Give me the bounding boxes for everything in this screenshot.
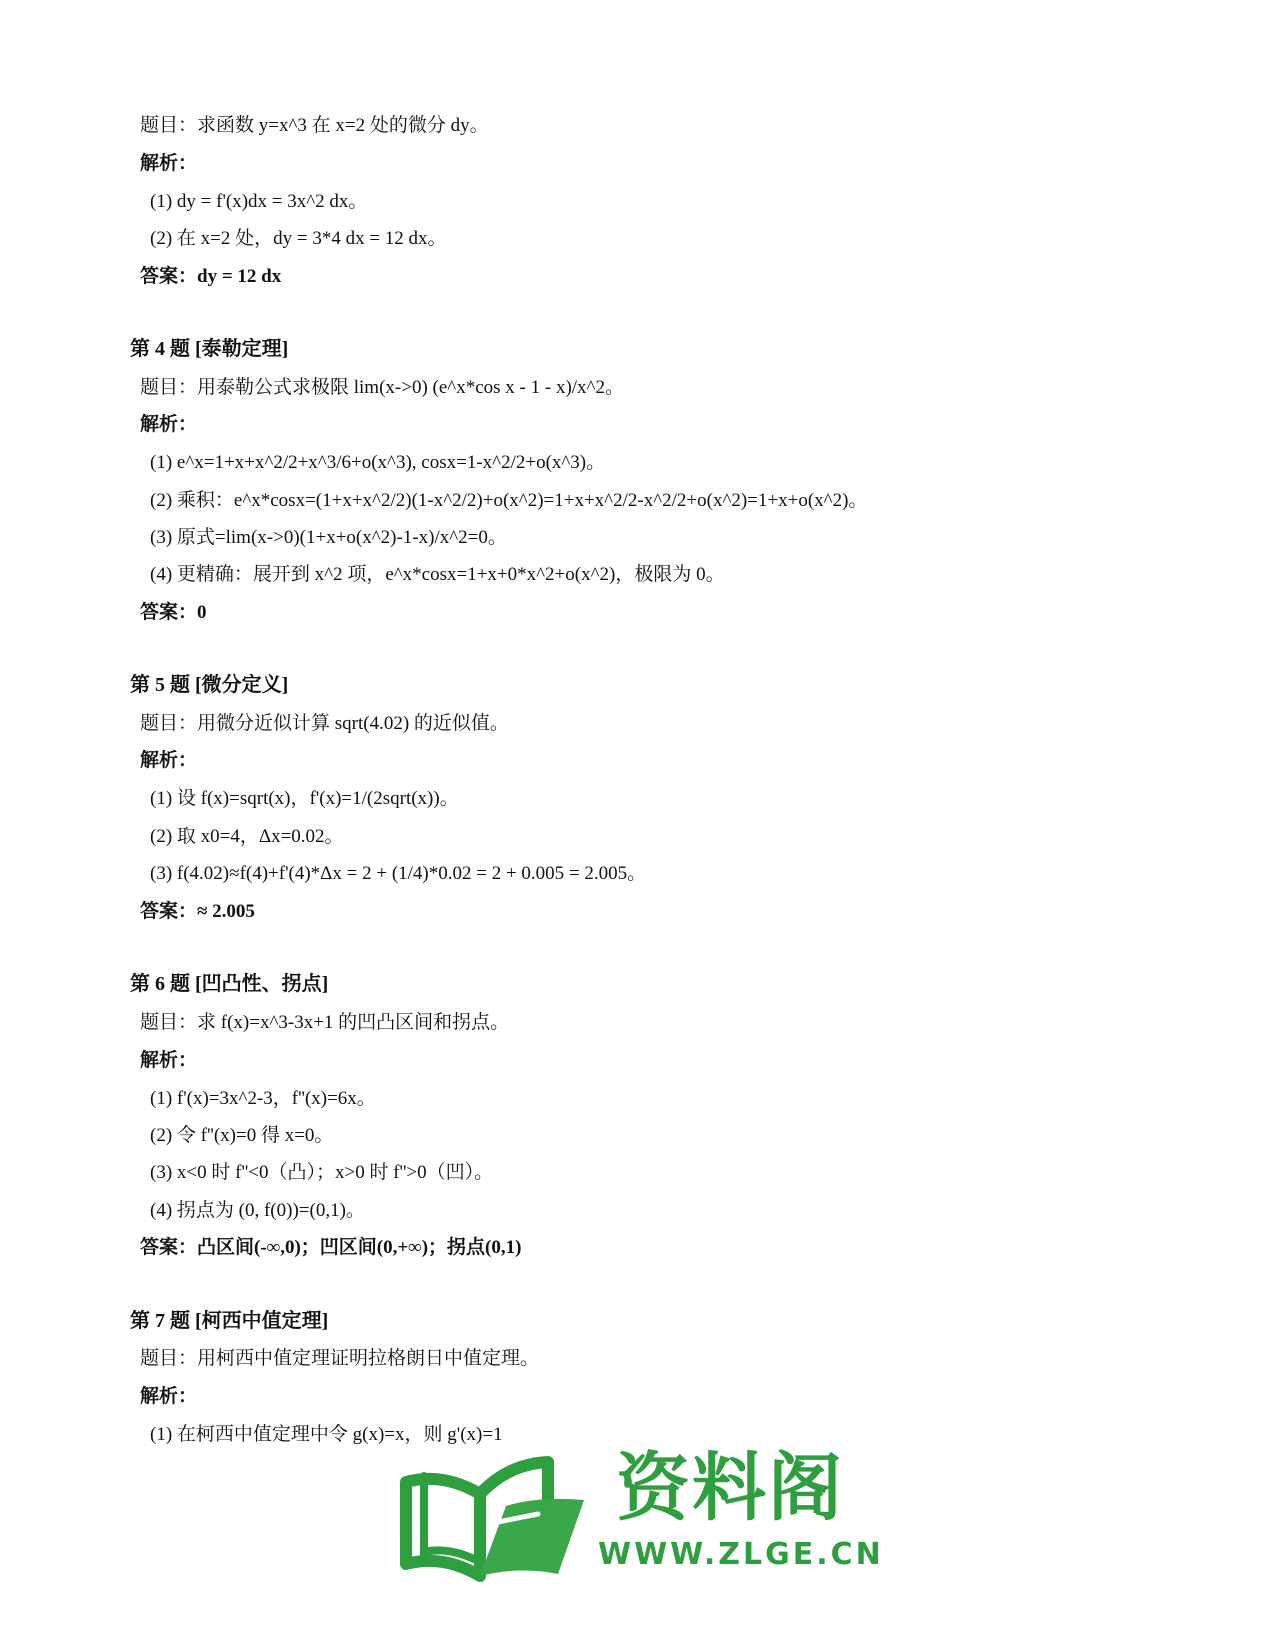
watermark-title: 资料阁 [616,1445,844,1531]
problem6-question: 题目：求 f(x)=x^3-3x+1 的凹凸区间和拐点。 [140,1012,510,1033]
problem7-analysis-label: 解析： [140,1386,198,1407]
problem3-answer: 答案：dy = 12 dx [140,266,282,287]
problem7-heading: 第 7 题 [柯西中值定理] [130,1310,329,1332]
problem4-heading: 第 4 题 [泰勒定理] [130,338,289,360]
problem4-analysis-label: 解析： [140,414,198,435]
problem5-analysis-label: 解析： [140,750,198,771]
problem6-heading: 第 6 题 [凹凸性、拐点] [130,973,329,995]
problem7-step-1: (1) 在柯西中值定理中令 g(x)=x，则 g'(x)=1 [150,1424,503,1445]
open-book-icon [398,1442,598,1582]
problem4-step-1: (1) e^x=1+x+x^2/2+x^3/6+o(x^3), cosx=1-x^2/2+o(x^3)。 [150,452,606,473]
problem4-answer: 答案：0 [140,602,207,623]
problem3-step-1: (1) dy = f'(x)dx = 3x^2 dx。 [150,191,368,212]
problem6-analysis-label: 解析： [140,1050,198,1071]
problem6-step-3: (3) x<0 时 f''<0（凸）；x>0 时 f''>0（凹）。 [150,1162,494,1183]
problem3-question: 题目：求函数 y=x^3 在 x=2 处的微分 dy。 [140,115,489,136]
problem4-step-2: (2) 乘积：e^x*cosx=(1+x+x^2/2)(1-x^2/2)+o(x^2)=1+x+x^2/2-x^2/2+o(x^2)=1+x+o(x^2)。 [150,490,868,511]
problem4-step-4: (4) 更精确：展开到 x^2 项，e^x*cosx=1+x+0*x^2+o(x^2)，极限为 0。 [150,564,725,585]
problem3-step-2: (2) 在 x=2 处，dy = 3*4 dx = 12 dx。 [150,228,447,249]
watermark-url: WWW.ZLGE.CN [598,1537,884,1572]
problem3-analysis-label: 解析： [140,153,198,174]
problem5-heading: 第 5 题 [微分定义] [130,674,289,696]
problem4-step-3: (3) 原式=lim(x->0)(1+x+o(x^2)-1-x)/x^2=0。 [150,527,507,548]
problem6-step-2: (2) 令 f''(x)=0 得 x=0。 [150,1125,334,1146]
watermark [398,1442,884,1582]
problem6-step-4: (4) 拐点为 (0, f(0))=(0,1)。 [150,1200,365,1221]
problem7-question: 题目：用柯西中值定理证明拉格朗日中值定理。 [140,1348,540,1369]
problem4-question: 题目：用泰勒公式求极限 lim(x->0) (e^x*cos x - 1 - x)/x^2。 [140,377,624,398]
problem6-answer: 答案：凸区间(-∞,0)；凹区间(0,+∞)；拐点(0,1) [140,1237,522,1258]
problem5-question: 题目：用微分近似计算 sqrt(4.02) 的近似值。 [140,713,509,734]
problem6-step-1: (1) f'(x)=3x^2-3，f''(x)=6x。 [150,1088,376,1109]
problem5-step-3: (3) f(4.02)≈f(4)+f'(4)*Δx = 2 + (1/4)*0.02 = 2 + 0.005 = 2.005。 [150,863,647,884]
problem5-step-2: (2) 取 x0=4，Δx=0.02。 [150,826,344,847]
problem5-answer: 答案：≈ 2.005 [140,901,255,922]
problem5-step-1: (1) 设 f(x)=sqrt(x)，f'(x)=1/(2sqrt(x))。 [150,788,459,809]
